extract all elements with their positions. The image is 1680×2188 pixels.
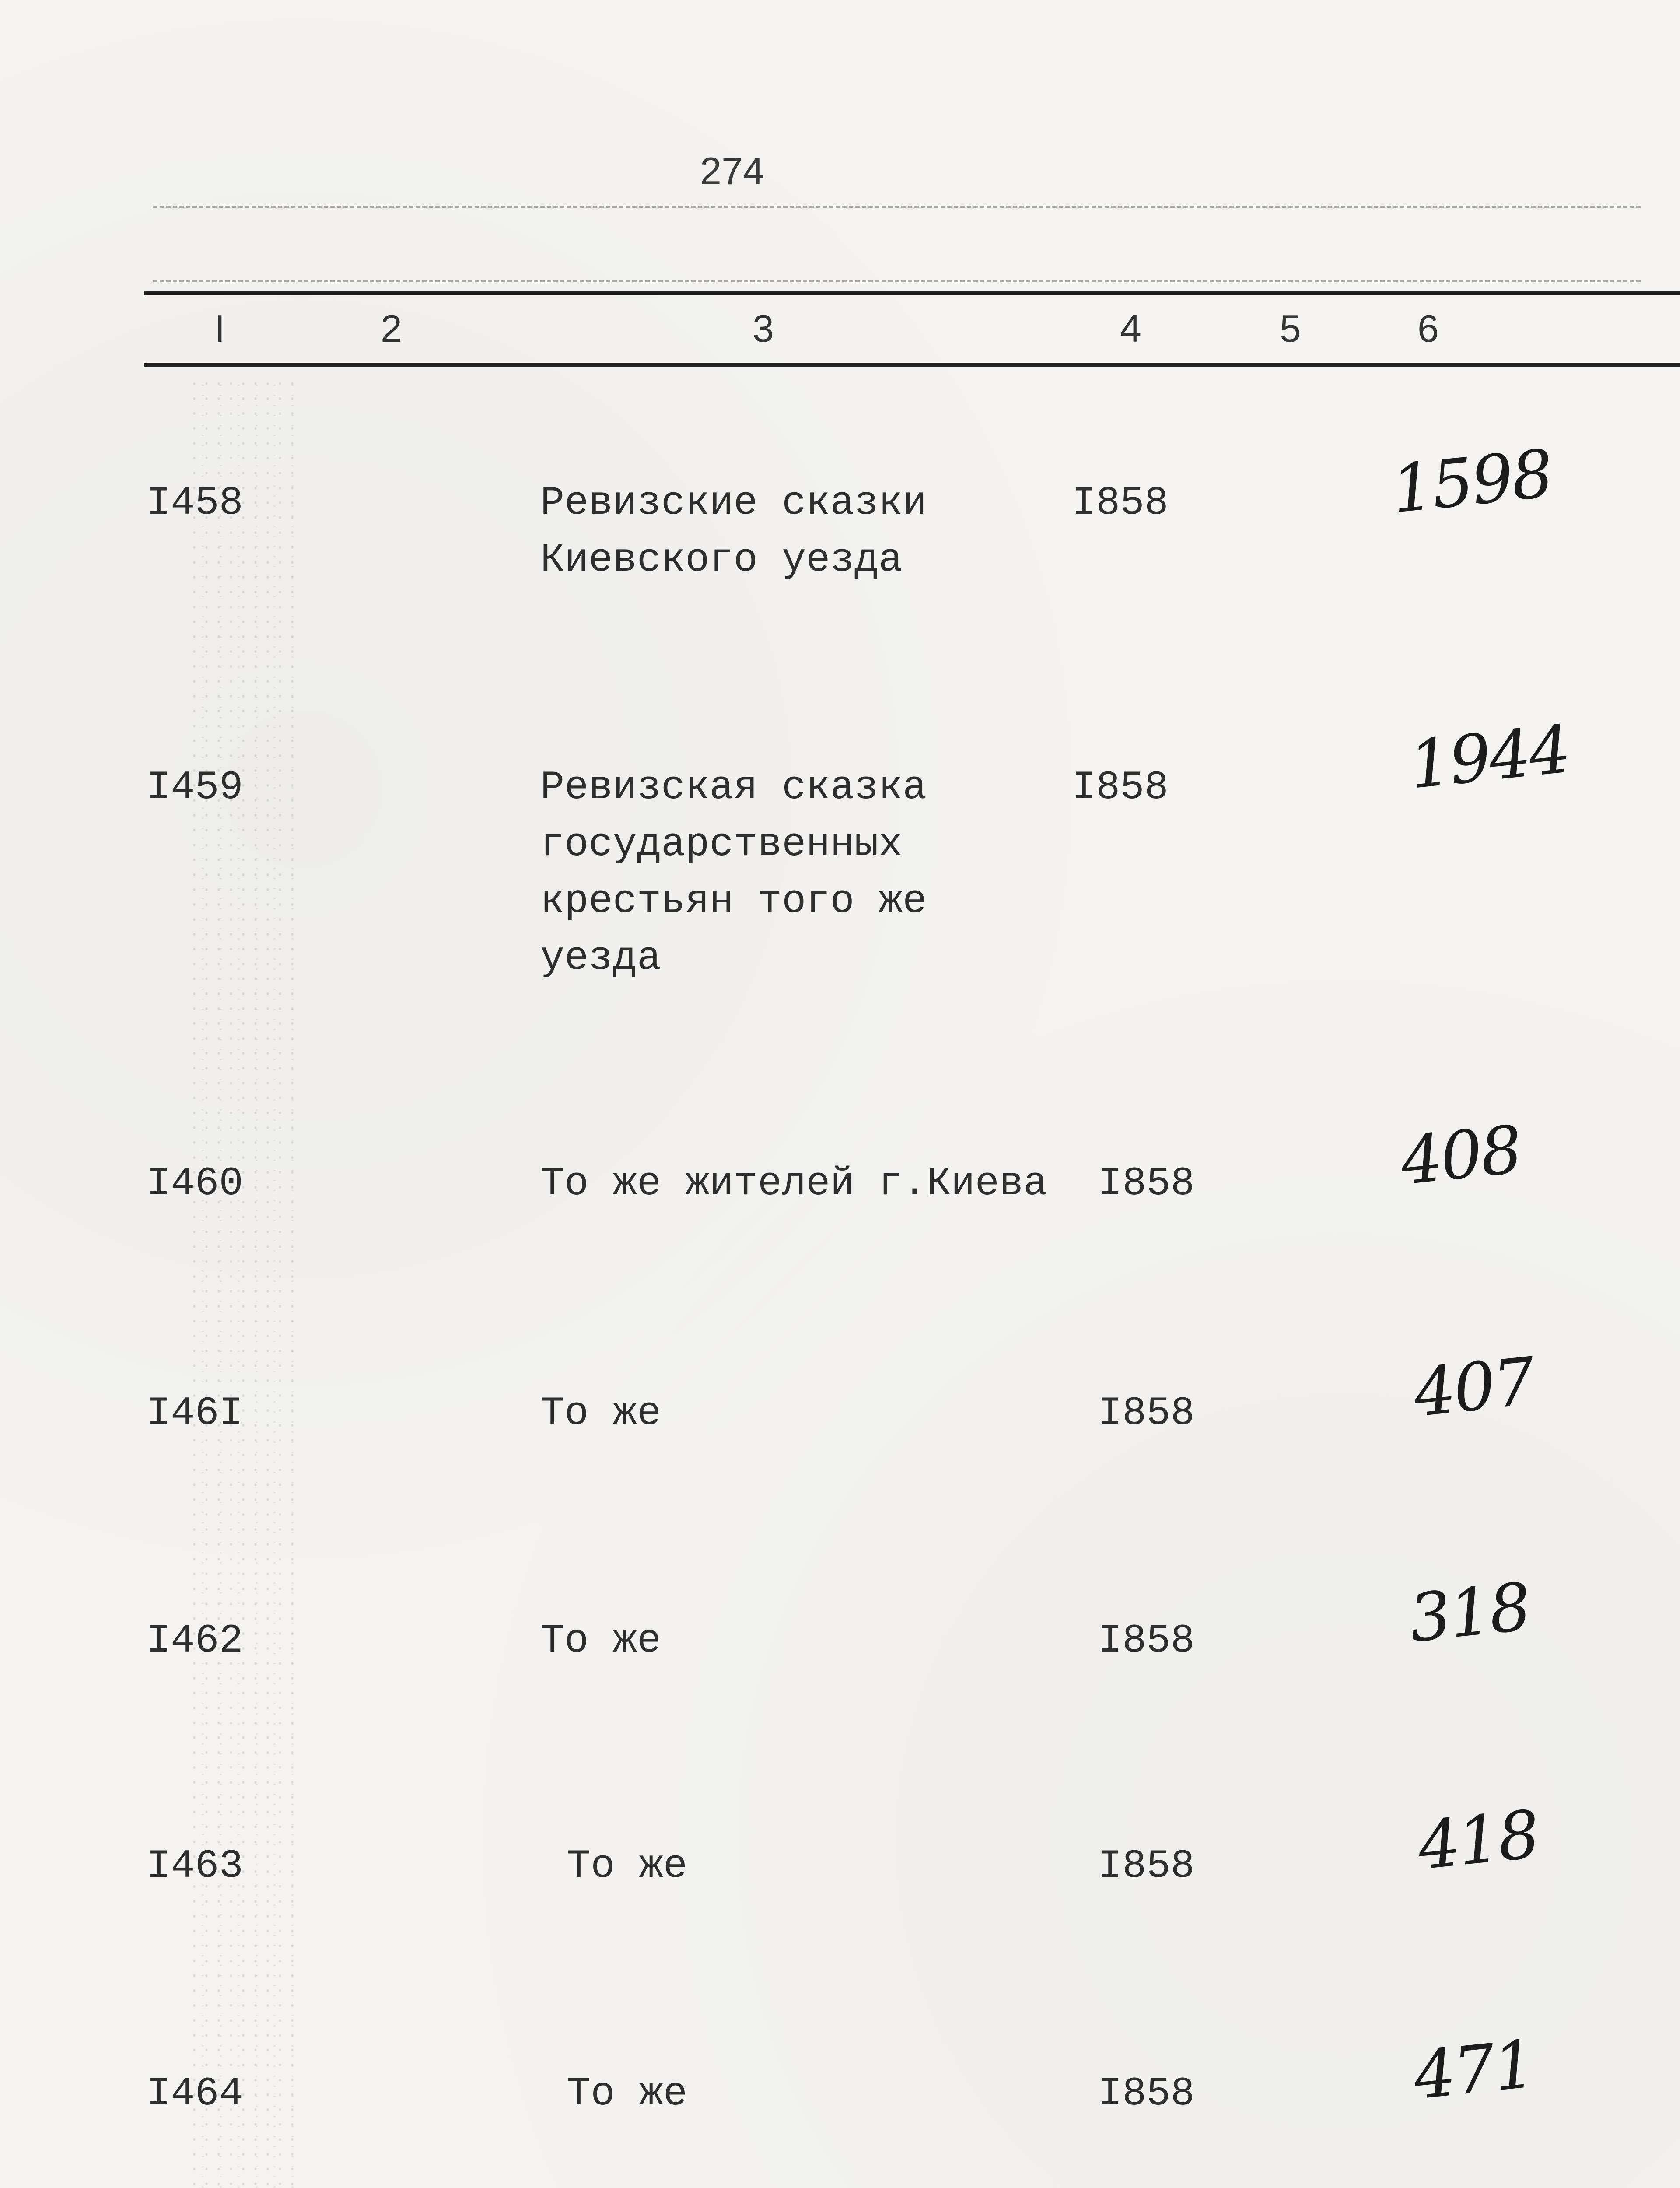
column-header-1: I (214, 307, 225, 350)
table-rule-top (144, 291, 1680, 295)
row-sheet-count: 1598 (1388, 435, 1556, 528)
row-sheet-count: 407 (1410, 1343, 1538, 1432)
row-number: I462 (147, 1618, 243, 1664)
row-sheet-count: 408 (1397, 1112, 1525, 1200)
row-title: То же (567, 2071, 688, 2117)
row-year: I858 (1098, 2071, 1195, 2117)
row-year: I858 (1072, 764, 1169, 810)
row-year: I858 (1098, 1161, 1195, 1206)
page-number: 274 (700, 149, 764, 193)
row-year: I858 (1098, 1618, 1195, 1664)
row-year: I858 (1098, 1390, 1195, 1436)
row-title: То же (540, 1390, 662, 1436)
column-header-3: 3 (752, 307, 774, 350)
row-sheet-count: 471 (1410, 2026, 1538, 2114)
column-header-6: 6 (1418, 307, 1439, 350)
row-title: То же (540, 1618, 662, 1664)
row-number: I463 (147, 1843, 243, 1889)
column-header-5: 5 (1280, 307, 1301, 350)
row-year: I858 (1098, 1843, 1195, 1889)
row-year: I858 (1072, 480, 1169, 526)
row-number: I46I (147, 1390, 243, 1436)
row-title: То же жителей г.Киева (540, 1161, 1048, 1206)
row-number: I460 (147, 1161, 243, 1206)
row-sheet-count: 418 (1414, 1796, 1542, 1885)
dashed-divider-bottom (153, 280, 1641, 282)
row-title: Ревизские сказки Киевского уезда (540, 480, 927, 583)
row-title: Ревизская сказка государственных крестьян того же уезда (540, 764, 927, 981)
row-sheet-count: 1944 (1406, 711, 1573, 804)
row-number: I464 (147, 2071, 243, 2117)
table-rule-header (144, 363, 1680, 367)
row-title: То же (567, 1843, 688, 1889)
row-number: I459 (147, 764, 243, 810)
scan-noise (188, 376, 302, 2188)
row-sheet-count: 318 (1406, 1569, 1533, 1657)
dashed-divider-top (153, 206, 1641, 208)
column-header-4: 4 (1120, 307, 1141, 350)
column-header-2: 2 (381, 307, 402, 350)
row-number: I458 (147, 480, 243, 526)
